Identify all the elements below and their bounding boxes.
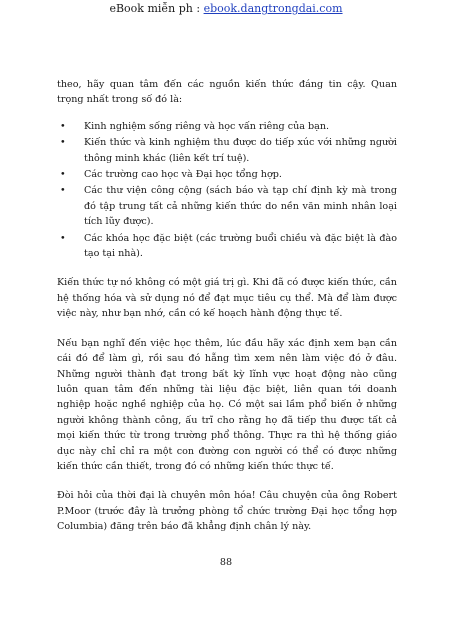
list-item-text: Kinh nghiệm sống riêng và học vấn riêng của bạn. xyxy=(84,120,330,132)
header-prefix: eBook miễn ph : xyxy=(109,2,204,15)
list-item-text: Các khóa học đặc biệt (các trường buổi chiều và đặc biệt là đào tạo tại nhà). xyxy=(84,232,397,260)
paragraph-specialization: Đòi hỏi của thời đại là chuyên môn hóa! Câu chuyện của ông Robert P.Moor (trước đây là trưởng phòng tổ chức trường Đại học tổng hợp Columbia) đăng trên báo đã khẳng định chân lý này. xyxy=(57,490,397,533)
header-link[interactable]: ebook.dangtrongdai.com xyxy=(203,2,343,15)
paragraph-intro: theo, hãy quan tâm đến các nguồn kiến thức đáng tin cậy. Quan trọng nhất trong số đó là: xyxy=(57,79,397,106)
list-item xyxy=(57,135,397,166)
paragraph-further-study: Nếu bạn nghĩ đến việc học thêm, lúc đầu hãy xác định xem bạn cần cái đó để làm gì, rồi sau đó hẵng tìm xem nên làm việc đó ở đâu. Những người thành đạt trong bất kỳ lĩnh vực hoạt động nào cũng luôn quan tâm đến những tài liệu đặc biệt, liên quan tới doanh nghiệp hoặc nghề nghiệp của họ. Có một sai lầm phổ biến ở những người không thành công, ấu trĩ cho rằng họ đã tiếp thu được tất cả mọi kiến thức từ trong trường phổ thông. Thực ra thì hệ thống giáo dục này chỉ chỉ ra một con đường con người có thể có được những kiến thức cần thiết, trong đó có những kiến thức thực tế. xyxy=(57,337,397,472)
list-item-text: Các trường cao học và Đại học tổng hợp. xyxy=(84,169,282,181)
page-header xyxy=(0,2,452,16)
knowledge-sources-list xyxy=(57,119,397,262)
bullet-icon: • xyxy=(60,185,66,197)
page-number: 88 xyxy=(219,557,233,568)
list-item xyxy=(57,231,397,262)
bullet-icon: • xyxy=(60,120,66,132)
list-item xyxy=(57,119,397,134)
page-content xyxy=(57,77,397,535)
paragraph-knowledge-value: Kiến thức tự nó không có một giá trị gì. Khi đã có được kiến thức, cần hệ thống hóa và sử dụng nó để đạt mục tiêu cụ thể. Mà để làm được việc này, như bạn nhớ, cần có kế hoạch hành động thực tế. xyxy=(57,277,397,320)
bullet-icon: • xyxy=(60,232,66,244)
bullet-icon: • xyxy=(60,169,66,181)
list-item-text: Các thư viện công cộng (sách báo và tạp chí định kỳ mà trong đó tập trung tất cả những kiến thức do nền văn minh nhân loại tích lũy được). xyxy=(84,185,397,228)
list-item xyxy=(57,167,397,182)
list-item xyxy=(57,183,397,229)
bullet-icon: • xyxy=(60,137,66,149)
list-item-text: Kiến thức và kinh nghiệm thu được do tiếp xúc với những người thông minh khác (liên kết trí tuệ). xyxy=(84,137,397,164)
